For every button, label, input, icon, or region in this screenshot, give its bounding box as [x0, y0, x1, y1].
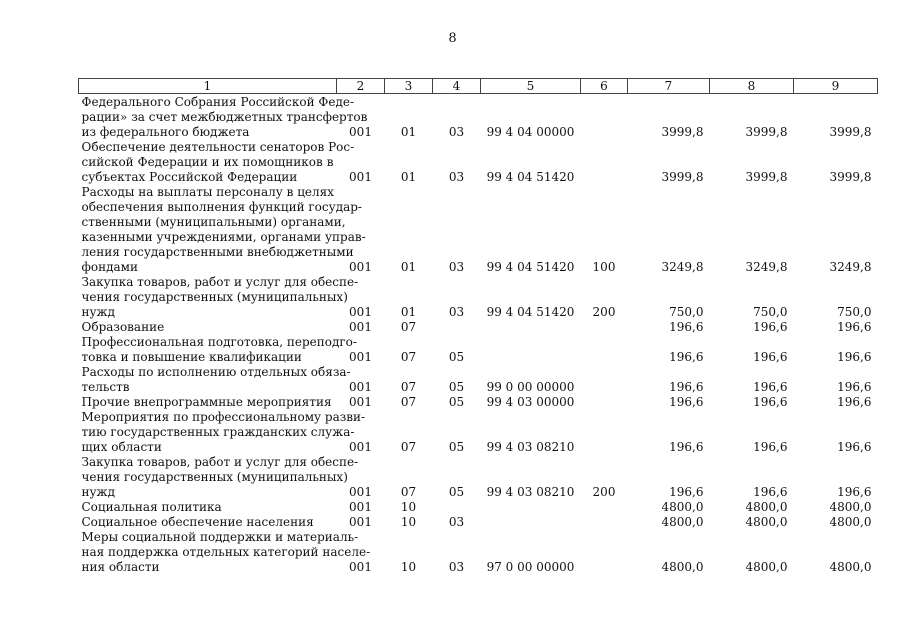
description-line: Прочие внепрограммные мероприятия — [81, 395, 332, 409]
cell-c5 — [481, 500, 581, 515]
cell-c6 — [581, 94, 628, 141]
description-line: Федерального Собрания Российской Феде- — [81, 95, 355, 109]
cell-c7: 3249,8 — [661, 260, 704, 274]
cell-c6 — [581, 395, 628, 410]
cell-c7: 196,6 — [669, 380, 704, 394]
table-row — [79, 94, 878, 141]
column-header-4: 4 — [433, 79, 481, 94]
cell-c9: 3999,8 — [829, 125, 872, 139]
description-line: Закупка товаров, работ и услуг для обеспе- — [81, 455, 359, 469]
description-line: тию государственных гражданских служа- — [81, 425, 355, 439]
page-number: 8 — [448, 31, 457, 46]
cell-c5 — [481, 515, 581, 530]
cell-c8: 750,0 — [753, 305, 788, 319]
cell-c5 — [481, 335, 581, 365]
cell-c3: 07 — [400, 350, 417, 364]
description-line: ная поддержка отдельных категорий населе- — [81, 545, 371, 559]
table-row — [79, 335, 878, 365]
cell-c9: 196,6 — [837, 395, 872, 409]
cell-c3: 01 — [400, 260, 417, 274]
cell-c4: 03 — [448, 560, 465, 574]
cell-c5: 99 4 03 08210 — [486, 440, 575, 454]
cell-c5: 99 4 04 00000 — [486, 125, 575, 139]
cell-c7: 196,6 — [669, 320, 704, 334]
cell-c9: 3999,8 — [829, 170, 872, 184]
cell-c2: 001 — [349, 305, 372, 319]
cell-c7: 3999,8 — [661, 125, 704, 139]
cell-c5: 99 0 00 00000 — [486, 380, 575, 394]
cell-c6 — [581, 515, 628, 530]
cell-c7: 3999,8 — [661, 170, 704, 184]
cell-c6 — [581, 410, 628, 455]
description-line: Меры социальной поддержки и материаль- — [81, 530, 359, 544]
cell-c7: 196,6 — [669, 485, 704, 499]
cell-c4 — [433, 500, 481, 515]
description-line: товка и повышение квалификации — [81, 350, 302, 364]
cell-c9: 196,6 — [837, 380, 872, 394]
cell-c2: 001 — [349, 380, 372, 394]
row-description — [79, 275, 359, 320]
cell-c7: 4800,0 — [661, 560, 704, 574]
description-line: казенными учреждениями, органами управ- — [81, 230, 366, 244]
cell-c3: 10 — [400, 500, 417, 514]
cell-c7: 196,6 — [669, 440, 704, 454]
description-line: Мероприятия по профессиональному разви- — [81, 410, 366, 424]
description-line: обеспечения выполнения функций государ- — [81, 200, 362, 214]
cell-c2: 001 — [349, 170, 372, 184]
column-header-7: 7 — [628, 79, 710, 94]
cell-c4: 05 — [448, 380, 465, 394]
cell-c3: 07 — [400, 395, 417, 409]
cell-c6 — [581, 530, 628, 575]
column-header-2: 2 — [337, 79, 385, 94]
description-line: субъектах Российской Федерации — [81, 170, 298, 184]
description-line: сийской Федерации и их помощников в — [81, 155, 334, 169]
cell-c2: 001 — [349, 395, 372, 409]
cell-c8: 196,6 — [753, 485, 788, 499]
row-description — [79, 455, 359, 500]
cell-c5: 99 4 04 51420 — [486, 305, 575, 319]
cell-c8: 3999,8 — [745, 170, 788, 184]
cell-c2: 001 — [349, 350, 372, 364]
cell-c7: 750,0 — [669, 305, 704, 319]
table-row — [79, 395, 878, 410]
cell-c4: 03 — [448, 515, 465, 529]
cell-c7: 196,6 — [669, 395, 704, 409]
cell-c3: 07 — [400, 320, 417, 334]
column-header-8: 8 — [710, 79, 794, 94]
cell-c8: 196,6 — [753, 380, 788, 394]
description-line: Расходы по исполнению отдельных обяза- — [81, 365, 351, 379]
cell-c4: 03 — [448, 170, 465, 184]
description-line: Расходы на выплаты персоналу в целях — [81, 185, 334, 199]
cell-c9: 196,6 — [837, 440, 872, 454]
row-description — [79, 395, 337, 410]
header-row — [79, 79, 878, 94]
cell-c4: 05 — [448, 485, 465, 499]
cell-c3: 01 — [400, 125, 417, 139]
column-header-9: 9 — [794, 79, 878, 94]
table-row — [79, 275, 878, 320]
row-description — [79, 500, 337, 515]
cell-c5: 99 4 04 51420 — [486, 170, 575, 184]
table-row — [79, 455, 878, 500]
description-line: ния области — [81, 560, 160, 574]
cell-c3: 07 — [400, 485, 417, 499]
description-line: чения государственных (муниципальных) — [81, 470, 348, 484]
cell-c3: 01 — [400, 305, 417, 319]
cell-c3: 10 — [400, 560, 417, 574]
row-description — [79, 365, 351, 395]
cell-c2: 001 — [349, 320, 372, 334]
cell-c2: 001 — [349, 260, 372, 274]
cell-c8: 4800,0 — [745, 515, 788, 529]
description-line: Социальная политика — [81, 500, 222, 514]
description-line: Профессиональная подготовка, переподго- — [81, 335, 357, 349]
cell-c7: 4800,0 — [661, 515, 704, 529]
cell-c8: 196,6 — [753, 320, 788, 334]
cell-c5 — [481, 320, 581, 335]
description-line: ления государственными внебюджетными — [81, 245, 354, 259]
cell-c4: 05 — [448, 350, 465, 364]
cell-c4: 05 — [448, 440, 465, 454]
cell-c8: 4800,0 — [745, 500, 788, 514]
cell-c3: 07 — [400, 380, 417, 394]
cell-c9: 196,6 — [837, 320, 872, 334]
table-row — [79, 365, 878, 395]
cell-c8: 196,6 — [753, 395, 788, 409]
column-header-6: 6 — [581, 79, 628, 94]
cell-c6 — [581, 140, 628, 185]
cell-c4: 03 — [448, 260, 465, 274]
description-line: щих области — [81, 440, 162, 454]
description-line: фондами — [81, 260, 138, 274]
description-line: Обеспечение деятельности сенаторов Рос- — [81, 140, 355, 154]
cell-c6 — [581, 365, 628, 395]
cell-c2: 001 — [349, 485, 372, 499]
cell-c8: 3999,8 — [745, 125, 788, 139]
description-line: ственными (муниципальными) органами, — [81, 215, 346, 229]
cell-c8: 196,6 — [753, 350, 788, 364]
cell-c4: 03 — [448, 305, 465, 319]
cell-c6 — [581, 500, 628, 515]
cell-c5: 99 4 03 00000 — [486, 395, 575, 409]
cell-c2: 001 — [349, 125, 372, 139]
table-row — [79, 530, 878, 575]
description-line: нужд — [81, 485, 115, 499]
cell-c9: 3249,8 — [829, 260, 872, 274]
cell-c3: 10 — [400, 515, 417, 529]
description-line: из федерального бюджета — [81, 125, 250, 139]
cell-c7: 196,6 — [669, 350, 704, 364]
table-row — [79, 515, 878, 530]
description-line: нужд — [81, 305, 115, 319]
description-line: тельств — [81, 380, 130, 394]
row-description — [79, 140, 355, 185]
table-row — [79, 500, 878, 515]
row-description — [79, 320, 337, 335]
cell-c9: 4800,0 — [829, 500, 872, 514]
cell-c6: 100 — [592, 260, 616, 274]
cell-c8: 3249,8 — [745, 260, 788, 274]
cell-c6 — [581, 335, 628, 365]
cell-c2: 001 — [349, 440, 372, 454]
cell-c4 — [433, 320, 481, 335]
cell-c2: 001 — [349, 560, 372, 574]
budget-table — [78, 78, 878, 575]
cell-c9: 4800,0 — [829, 560, 872, 574]
cell-c5: 99 4 04 51420 — [486, 260, 575, 274]
cell-c3: 07 — [400, 440, 417, 454]
table-row — [79, 410, 878, 455]
cell-c5: 99 4 03 08210 — [486, 485, 575, 499]
row-description — [79, 515, 337, 530]
cell-c9: 4800,0 — [829, 515, 872, 529]
cell-c7: 4800,0 — [661, 500, 704, 514]
cell-c6: 200 — [592, 485, 616, 499]
cell-c8: 196,6 — [753, 440, 788, 454]
row-description — [79, 335, 357, 365]
cell-c4: 03 — [448, 125, 465, 139]
column-header-1: 1 — [79, 79, 337, 94]
description-line: рации» за счет межбюджетных трансфертов — [81, 110, 368, 124]
description-line: чения государственных (муниципальных) — [81, 290, 348, 304]
cell-c9: 196,6 — [837, 350, 872, 364]
cell-c9: 750,0 — [837, 305, 872, 319]
description-line: Образование — [81, 320, 165, 334]
table-row — [79, 140, 878, 185]
cell-c2: 001 — [349, 500, 372, 514]
column-header-3: 3 — [385, 79, 433, 94]
cell-c6: 200 — [592, 305, 616, 319]
description-line: Закупка товаров, работ и услуг для обеспе- — [81, 275, 359, 289]
cell-c6 — [581, 320, 628, 335]
cell-c5: 97 0 00 00000 — [486, 560, 575, 574]
cell-c8: 4800,0 — [745, 560, 788, 574]
description-line: Социальное обеспечение населения — [81, 515, 314, 529]
table-row — [79, 185, 878, 275]
column-header-5: 5 — [481, 79, 581, 94]
cell-c3: 01 — [400, 170, 417, 184]
cell-c9: 196,6 — [837, 485, 872, 499]
cell-c2: 001 — [349, 515, 372, 529]
cell-c4: 05 — [448, 395, 465, 409]
table-row — [79, 320, 878, 335]
